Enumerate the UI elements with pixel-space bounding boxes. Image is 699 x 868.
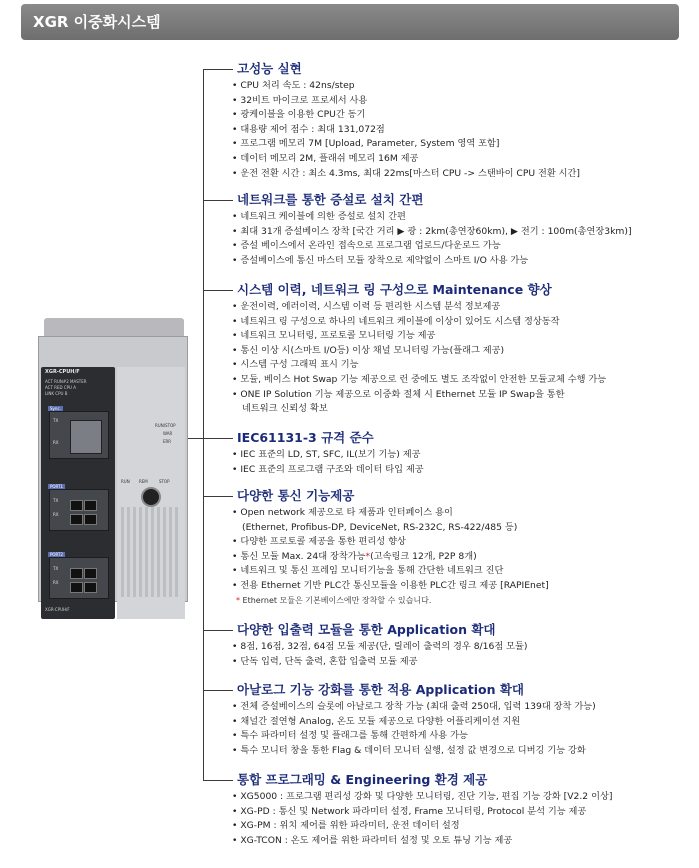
device-pointer-line: [188, 438, 203, 439]
section-list: [232, 210, 632, 268]
sync-port: [49, 406, 109, 459]
tx-label: TX: [53, 498, 59, 503]
list-item: • XG-PD : 통신 및 Network 파라미터 설정, Frame 모니터링, Protocol 분석 기능 제공: [232, 805, 612, 820]
port2: [49, 552, 109, 599]
rj45-port: [70, 582, 83, 593]
asterisk-mark: *: [236, 595, 240, 605]
list-item: • 대용량 제어 점수 : 최대 131,072점: [232, 123, 580, 138]
section-list: [232, 700, 596, 758]
list-item: • 운전 전환 시간 : 최소 4.3ms, 최대 22ms[마스터 CPU -> 스탠바이 CPU 전환 시간]: [232, 167, 580, 182]
rj45-port: [84, 500, 97, 511]
section-list: [232, 790, 612, 848]
tx-label: TX: [53, 418, 59, 423]
section-connector-line: [203, 200, 233, 201]
fiber-connector: [70, 420, 102, 454]
list-item: • IEC 표준의 프로그램 구조와 데이터 타입 제공: [232, 463, 424, 478]
list-item: • IEC 표준의 LD, ST, SFC, IL(보기 기능) 제공: [232, 448, 424, 463]
list-item: • 8점, 16점, 32점, 64점 모듈 제공(단, 릴레이 출력의 경우 8/16점 모듈): [232, 640, 527, 655]
bottom-model-label: XGR-CPUH/F: [45, 607, 70, 612]
list-item: • Open network 제공으로 타 제품과 인터페이스 용이: [232, 506, 549, 521]
section-list: [232, 506, 549, 608]
list-item: • 단독 입력, 단독 출력, 혼합 입출력 모듈 제공: [232, 655, 527, 670]
list-item: • XG-TCON : 온도 제어를 위한 파라미터 설정 및 오토 튜닝 기능 제공: [232, 834, 612, 849]
section-connector-line: [203, 690, 233, 691]
list-item: • 특수 모니터 창을 통한 Flag & 데이터 모니터 실행, 설정 값 변경으로 디버깅 기능 강화: [232, 744, 596, 759]
list-item: • 다양한 프로토콜 제공을 통한 편리성 향상: [232, 535, 549, 550]
list-item: • 증설베이스에 통신 마스터 모듈 장착으로 제약없이 스마트 I/O 사용 가능: [232, 254, 632, 269]
section-connector-line: [203, 496, 233, 497]
section-title: 통합 프로그래밍 & Engineering 환경 제공: [237, 772, 488, 787]
comm-module-text: 통신 모듈 Max. 24대 장착가능: [240, 550, 366, 562]
rx-label: RX: [53, 440, 59, 445]
list-item: • ONE IP Solution 기능 제공으로 이중화 절체 시 Ethernet 모듈 IP Swap을 통한: [232, 388, 606, 403]
section-list: [232, 300, 606, 417]
page-header: [21, 4, 679, 40]
timeline-spine: [203, 69, 204, 781]
list-item: • XG5000 : 프로그램 편리성 강화 및 다양한 모니터링, 진단 기능, 편집 기능 강화 [V2.2 이상]: [232, 790, 612, 805]
list-item: • 운전이력, 에러이력, 시스템 이력 등 편리한 시스템 분석 정보제공: [232, 300, 606, 315]
stop-label: STOP: [159, 479, 170, 484]
list-item: • 증설 베이스에서 온라인 접속으로 프로그램 업로드/다운로드 가능: [232, 239, 632, 254]
section-list: [232, 640, 527, 669]
rj45-port: [70, 568, 83, 579]
section-connector-line: [203, 630, 233, 631]
footnote-text: Ethernet 모듈은 기본베이스에만 장착할 수 있습니다.: [242, 595, 432, 605]
section-connector-line: [203, 69, 233, 70]
list-item: • XG-PM : 위치 제어를 위한 파라미터, 운전 데이터 설정: [232, 819, 612, 834]
comm-module-detail: (고속링크 12개, P2P 8개): [370, 550, 477, 562]
section-connector-line: [203, 780, 233, 781]
list-item: • 광케이블을 이용한 CPU간 동기: [232, 108, 580, 123]
section-title: 아날로그 기능 강화를 통한 적용 Application 확대: [237, 682, 524, 697]
port1-label: PORT1: [50, 484, 64, 489]
section-title: 네트워크를 통한 증설로 설치 간편: [237, 192, 424, 207]
rx-label: RX: [53, 512, 59, 517]
section-title: 고성능 실현: [237, 61, 302, 76]
tx-label: TX: [53, 566, 59, 571]
rj45-port: [70, 514, 83, 525]
module-body: [38, 336, 188, 612]
rx-label: RX: [53, 580, 59, 585]
port2-label: PORT2: [50, 552, 64, 557]
list-item: • 채널간 절연형 Analog, 온도 모듈 제공으로 다양한 어플리케이션 지원: [232, 715, 596, 730]
rj45-port: [70, 500, 83, 511]
section-title: IEC61131-3 규격 준수: [237, 430, 374, 445]
war-led: WAR: [163, 431, 173, 436]
vent-slots: [121, 507, 181, 597]
led-line: ACT RED CPU A: [45, 385, 76, 390]
list-item: • 전체 증설베이스의 슬롯에 아날로그 장착 가능 (최대 출력 250대, 입력 139대 장착 가능): [232, 700, 596, 715]
section-list: [232, 79, 580, 181]
list-item: [232, 550, 549, 565]
list-item: • 전용 Ethernet 기반 PLC간 통신모듈을 이용한 PLC간 링크 제공 [RAPIEnet]: [232, 579, 549, 594]
footnote: [232, 594, 549, 609]
section-title: 다양한 통신 기능제공: [237, 488, 355, 503]
list-item: • 네트워크 모니터링, 프로토콜 모니터링 기능 제공: [232, 329, 606, 344]
led-line: LINK CPU B: [45, 391, 68, 396]
plc-cpu-module-image: [38, 318, 188, 612]
list-item: • 네트워크 케이블에 의한 증설로 설치 간편: [232, 210, 632, 225]
rj45-port: [84, 582, 97, 593]
list-item: • 데이터 메모리 2M, 플래쉬 메모리 16M 제공: [232, 152, 580, 167]
list-item: • 최대 31개 증설베이스 장착 [국간 거리 ▶ 광 : 2km(총연장60km), ▶ 전기 : 100m(총연장3km)]: [232, 225, 632, 240]
run-label: RUN: [121, 479, 130, 484]
cpu-front-panel: [41, 367, 115, 619]
section-connector-line: [203, 438, 233, 439]
list-item: • 특수 파라미터 설정 및 플래그를 통해 간편하게 사용 가능: [232, 729, 596, 744]
section-title: 다양한 입출력 모듈을 통한 Application 확대: [237, 622, 496, 637]
list-item: • 32비트 마이크로 프로세서 사용: [232, 94, 580, 109]
rj45-port: [84, 568, 97, 579]
model-label: XGR-CPUH/F: [45, 369, 80, 375]
mode-switch-knob: [141, 487, 161, 507]
list-item: • 네트워크 링 구성으로 하나의 네트워크 케이블에 이상이 있어도 시스템 정상동작: [232, 315, 606, 330]
list-item: • 시스템 구성 그래픽 표시 기능: [232, 358, 606, 373]
page-title: XGR 이중화시스템: [33, 13, 161, 31]
list-item: • CPU 처리 속도 : 42ns/step: [232, 79, 580, 94]
section-connector-line: [203, 290, 233, 291]
list-item-continuation: (Ethernet, Profibus-DP, DeviceNet, RS-232C, RS-422/485 등): [242, 521, 518, 533]
list-item: • 프로그램 메모리 7M [Upload, Parameter, System 영역 포함]: [232, 137, 580, 152]
list-item: • 모듈, 베이스 Hot Swap 기능 제공으로 런 중에도 별도 조작없이 안전한 모듈교체 수행 가능: [232, 373, 606, 388]
section-list: [232, 448, 424, 477]
rj45-port: [84, 514, 97, 525]
list-item: • 통신 이상 시(스마트 I/O등) 이상 채널 모니터링 가능(플래그 제공): [232, 344, 606, 359]
sync-label: Sync.: [50, 406, 61, 411]
err-led: ERR: [163, 439, 172, 444]
asterisk-mark: *: [365, 550, 371, 562]
section-title: 시스템 이력, 네트워크 링 구성으로 Maintenance 향상: [237, 282, 552, 297]
run-stop-led: RUN/STOP: [155, 423, 176, 428]
port1: [49, 484, 109, 531]
list-item: • 네트워크 및 통신 프레임 모니터기능을 통해 간단한 네트워크 진단: [232, 564, 549, 579]
led-line: ACT RUN#2 MASTER: [45, 379, 87, 384]
rem-label: REM: [139, 479, 148, 484]
list-item-continuation: 네트워크 신뢰성 확보: [242, 403, 328, 415]
